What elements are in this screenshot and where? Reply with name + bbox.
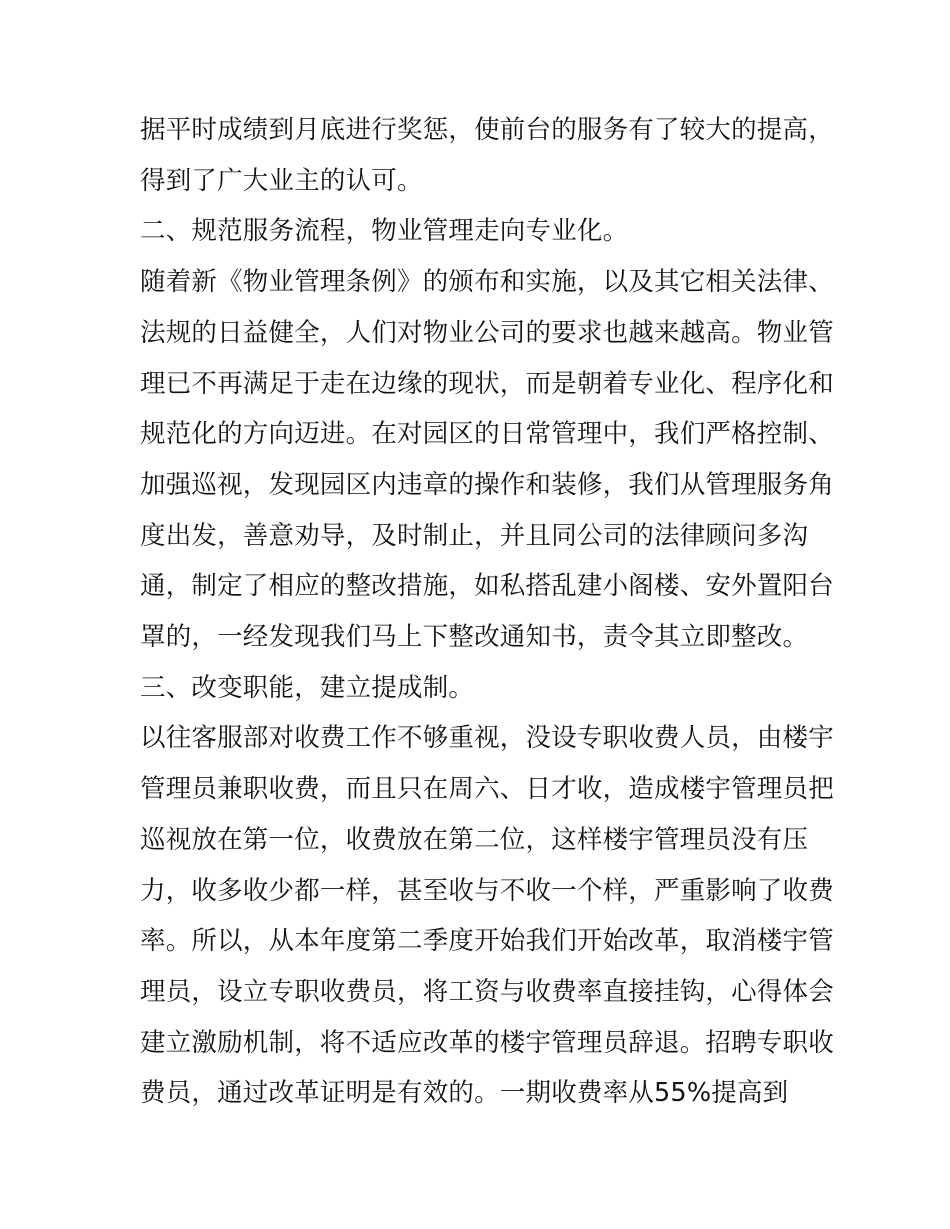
text-line: 率。所以，从本年度第二季度开始我们开始改革，取消楼宇管 — [140, 926, 834, 957]
text-line: 规范化的方向迈进。在对园区的日常管理中，我们严格控制、 — [140, 419, 834, 450]
text-line: 三、改变职能，建立提成制。 — [140, 672, 475, 703]
text-line: 得到了广大业主的认可。 — [140, 165, 423, 196]
text-line: 通，制定了相应的整改措施，如私搭乱建小阁楼、安外置阳台 — [140, 571, 834, 602]
text-line: 度出发，善意劝导，及时制止，并且同公司的法律顾问多沟 — [140, 520, 809, 551]
text-line: 据平时成绩到月底进行奖惩，使前台的服务有了较大的提高， — [140, 115, 834, 145]
text-line: 费员，通过改革证明是有效的。一期收费率从55%提高到 — [140, 1078, 789, 1109]
text-line: 建立激励机制，将不适应改革的楼宇管理员辞退。招聘专职收 — [140, 1027, 834, 1058]
text-line: 法规的日益健全，人们对物业公司的要求也越来越高。物业管 — [140, 317, 834, 348]
text-line: 理员，设立专职收费员，将工资与收费率直接挂钩，心得体会 — [140, 976, 834, 1007]
text-line: 随着新《物业管理条例》的颁布和实施，以及其它相关法律、 — [140, 267, 834, 298]
text-line: 以往客服部对收费工作不够重视，没设专职收费人员，由楼宇 — [140, 723, 834, 754]
text-line: 巡视放在第一位，收费放在第二位，这样楼宇管理员没有压 — [140, 824, 809, 855]
text-line: 理已不再满足于走在边缘的现状，而是朝着专业化、程序化和 — [140, 368, 834, 399]
text-line: 加强巡视，发现园区内违章的操作和装修，我们从管理服务角 — [140, 469, 834, 500]
text-line: 罩的，一经发现我们马上下整改通知书，责令其立即整改。 — [140, 622, 809, 652]
text-line: 力，收多收少都一样，甚至收与不收一个样，严重影响了收费 — [140, 875, 834, 906]
text-line: 管理员兼职收费，而且只在周六、日才收，造成楼宇管理员把 — [140, 774, 834, 805]
text-line: 二、规范服务流程，物业管理走向专业化。 — [140, 216, 629, 247]
